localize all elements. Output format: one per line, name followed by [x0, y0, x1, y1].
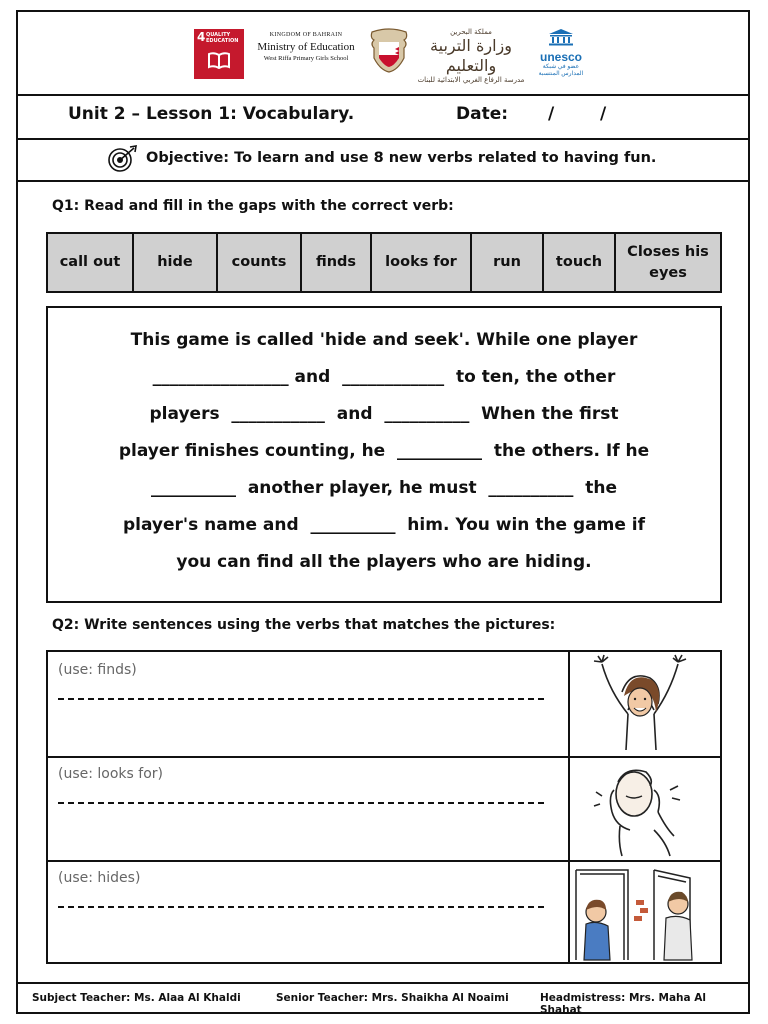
passage-line: you can find all the players who are hiding. [176, 552, 592, 572]
kingdom-label: KINGDOM OF BAHRAIN [269, 32, 343, 38]
word-bank-item: Closes his eyes [627, 243, 709, 281]
word-bank-item: finds [302, 234, 372, 291]
bahrain-emblem-icon [368, 28, 410, 74]
q1-prompt: Q1: Read and fill in the gaps with the correct verb: [52, 198, 454, 214]
picture-cell [570, 652, 720, 756]
unesco-temple-icon [547, 28, 575, 46]
date-label: Date: [456, 104, 509, 124]
unesco-arabic: عضو في شبكة المدارس المنتسبة [538, 64, 584, 77]
book-icon [208, 51, 230, 69]
passage-line: player finishes counting, he __________ the others. If he [118, 441, 650, 461]
verb-hint: (use: looks for) [58, 766, 163, 782]
arabic-kingdom: مملكة البحرين [450, 28, 492, 36]
q2-row [48, 652, 720, 758]
passage-line: ________________ and ____________ to ten, the other [152, 367, 616, 387]
answer-line[interactable] [58, 906, 544, 908]
word-bank-item: run [472, 234, 544, 291]
arabic-school: مدرسة الرفاع الغربي الابتدائية للبنات [417, 76, 525, 84]
objective-text: Objective: To learn and use 8 new verbs related to having fun. [146, 150, 657, 166]
answer-cell [48, 756, 570, 860]
answer-line[interactable] [58, 802, 544, 804]
senior-teacher: Senior Teacher: Mrs. Shaikha Al Noaimi [276, 992, 509, 1004]
verb-hint: (use: finds) [58, 662, 137, 678]
headmistress: Headmistress: Mrs. Maha Al Shahat [540, 992, 706, 1016]
word-bank-item: counts [218, 234, 302, 291]
word-bank [46, 232, 722, 293]
title-row [18, 94, 748, 140]
verb-hint: (use: hides) [58, 870, 141, 886]
word-bank-item: touch [544, 234, 616, 291]
word-bank-item: looks for [372, 234, 472, 291]
q2-row [48, 860, 720, 964]
sdg-education-logo [194, 29, 244, 79]
picture-cell [570, 756, 720, 860]
objective-row [18, 140, 748, 182]
word-bank-item: hide [134, 234, 218, 291]
target-icon [106, 145, 138, 173]
lesson-title: Unit 2 – Lesson 1: Vocabulary. [68, 104, 355, 124]
kids-hiding-behind-doors-icon [570, 860, 720, 962]
passage-line: This game is called 'hide and seek'. While one player [130, 330, 638, 350]
date-slash-1: / [548, 104, 555, 124]
answer-cell [48, 652, 570, 756]
passage-box [46, 306, 722, 603]
q2-table [46, 650, 722, 964]
arabic-ministry: وزارة التربية والتعليم [430, 36, 512, 75]
unesco-logo [531, 28, 591, 78]
school-label: West Riffa Primary Girls School [263, 55, 349, 62]
passage-line: __________ another player, he must __________ the [150, 478, 617, 498]
picture-cell [570, 860, 720, 964]
worksheet-page [16, 10, 750, 1014]
ministry-label: Ministry of Education [257, 41, 355, 53]
answer-line[interactable] [58, 698, 544, 700]
boy-covering-eyes-icon [570, 756, 720, 858]
sdg-label: QUALITY EDUCATION [206, 32, 239, 44]
word-bank-item: call out [48, 234, 134, 291]
q2-row [48, 756, 720, 862]
unesco-label: unesco [539, 50, 582, 64]
date-slash-2: / [600, 104, 607, 124]
girl-raising-hands-icon [570, 652, 720, 754]
passage-line: players ___________ and __________ When the first [149, 404, 619, 424]
header [18, 12, 748, 96]
sdg-number: 4 [197, 30, 206, 44]
subject-teacher: Subject Teacher: Ms. Alaa Al Khaldi [32, 992, 241, 1004]
q2-prompt: Q2: Write sentences using the verbs that matches the pictures: [52, 617, 556, 633]
arabic-ministry-block [415, 28, 527, 84]
footer [18, 982, 748, 1014]
answer-cell [48, 860, 570, 964]
passage-line: player's name and __________ him. You win the game if [122, 515, 646, 535]
ministry-text-block [246, 32, 366, 62]
